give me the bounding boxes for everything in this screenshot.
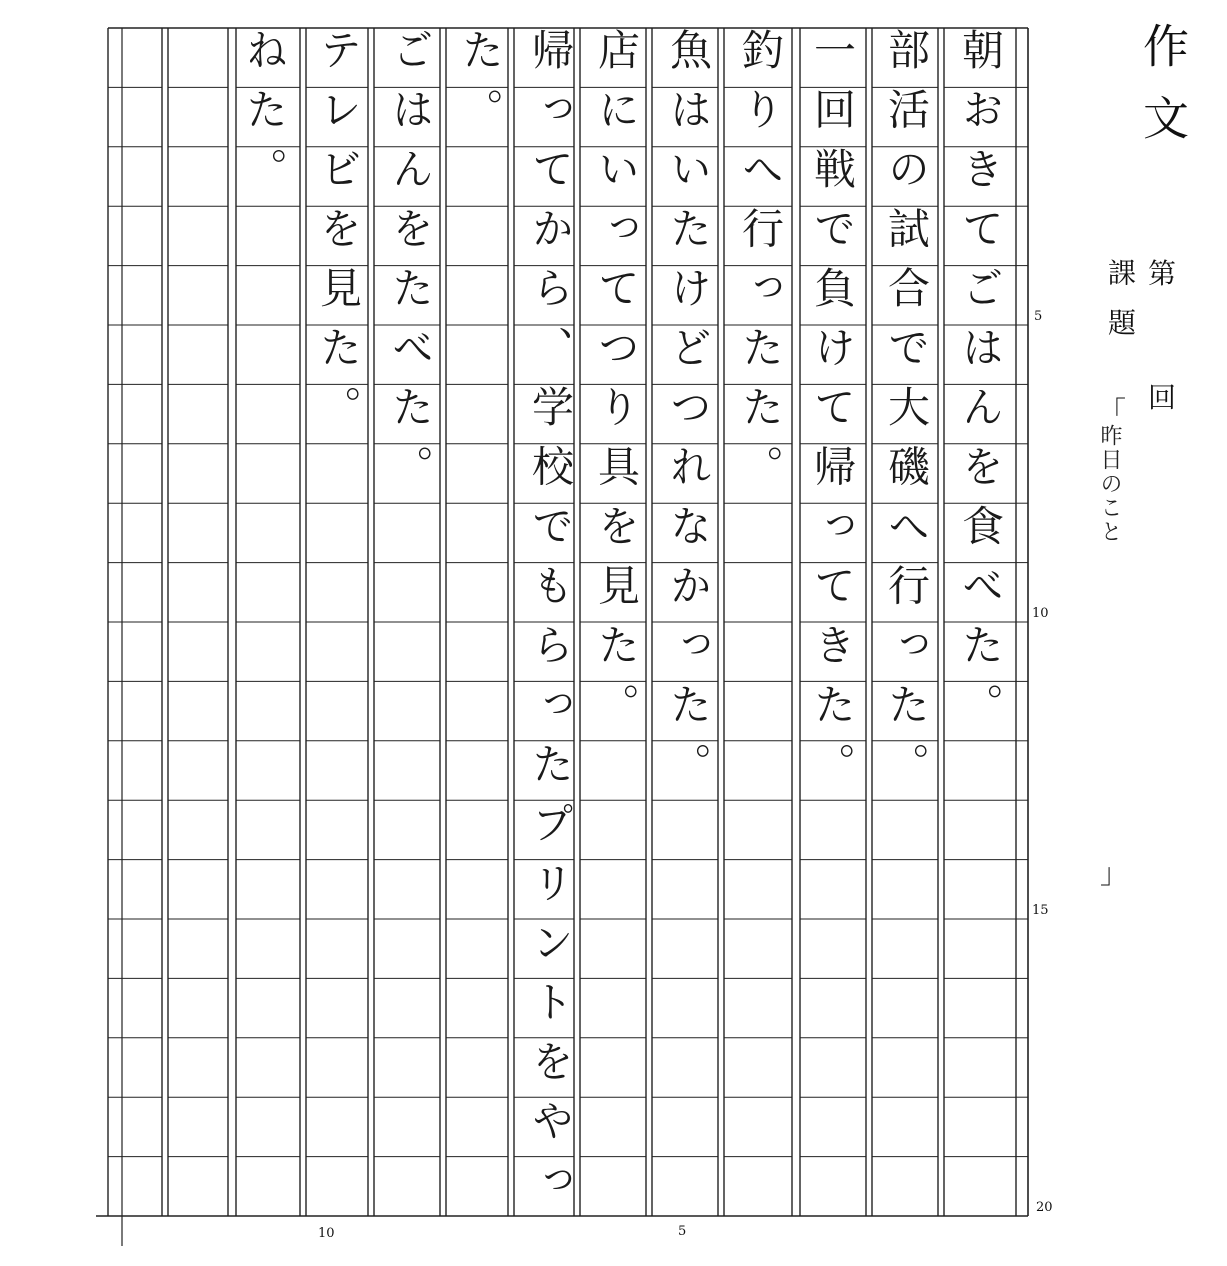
essay-line-5: 魚はいたけどつれなかった。	[664, 28, 713, 802]
topic-close-bracket: 」	[1100, 857, 1129, 890]
essay-line-10: テレビを見た。	[314, 28, 363, 445]
essay-line-7: 帰ってから、学校でもらったプリントをやっ	[526, 28, 575, 1218]
row-number-15: 15	[1032, 903, 1049, 918]
assignment-topic: 昨日のこと	[1097, 424, 1122, 544]
row-number-5: 5	[1034, 309, 1043, 324]
essay-line-11: ねた。	[240, 28, 289, 207]
row-number-20: 20	[1036, 1200, 1053, 1215]
session-prefix: 第	[1148, 257, 1177, 290]
column-number-5: 5	[678, 1224, 687, 1239]
essay-line-2: 部活の試合で大磯へ行った。	[882, 28, 931, 802]
essay-line-9: ごはんをたべた。	[386, 28, 435, 504]
topic-open-bracket: 「	[1098, 395, 1127, 428]
column-number-10: 10	[318, 1226, 335, 1241]
row-number-10: 10	[1032, 606, 1049, 621]
essay-line-8: た。	[456, 28, 505, 147]
essay-line-6: 店にいってつり具を見た。	[592, 28, 641, 742]
essay-title: 作文	[1136, 22, 1190, 166]
essay-line-4: 釣りへ行ったた。	[736, 28, 785, 504]
essay-line-3: 一回戦で負けて帰ってきた。	[808, 28, 857, 802]
session-suffix: 回	[1148, 381, 1177, 414]
essay-line-1: 朝おきてごはんを食べた。	[956, 28, 1005, 742]
assignment-label: 課題	[1104, 258, 1137, 358]
